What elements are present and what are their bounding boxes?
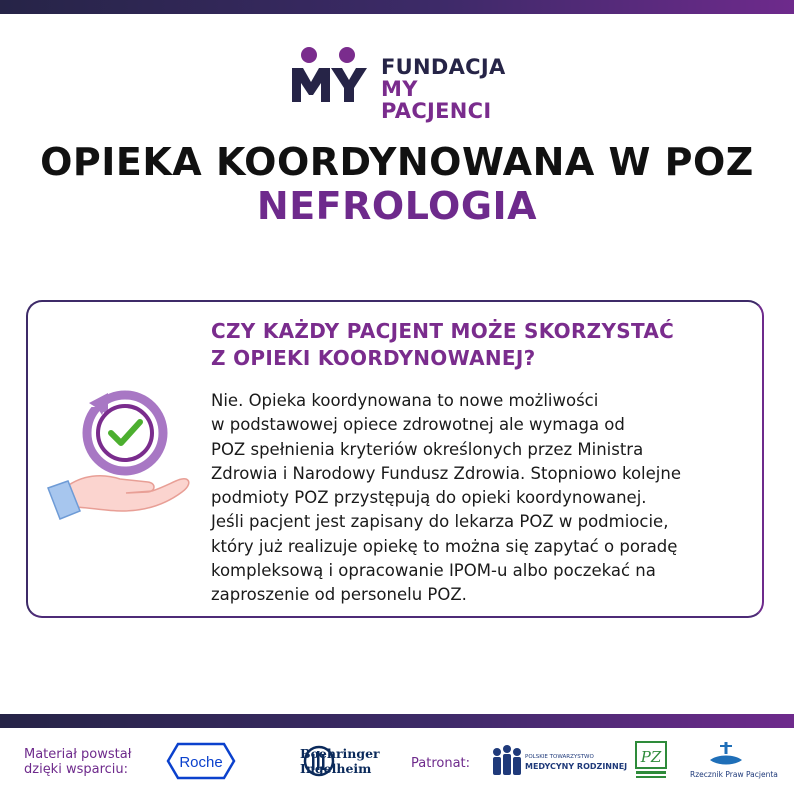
rpp-logo-icon (706, 740, 746, 770)
question-line-2: Z OPIEKI KOORDYNOWANEJ? (211, 346, 536, 370)
page-title: OPIEKA KOORDYNOWANA W POZ (40, 140, 754, 184)
ptmr-big-line: MEDYCYNY RODZINNEJ (525, 762, 628, 771)
answer-line: Jeśli pacjent jest zapisany do lekarza POZ w podmiocie, (211, 512, 669, 532)
answer-line: zaproszenie od personelu POZ. (211, 585, 467, 605)
rpp-logo-text: Rzecznik Praw Pacjenta (690, 770, 778, 779)
answer-line: który już realizuje opiekę to można się zapytać o poradę (211, 536, 678, 556)
my-logo-icon (289, 46, 371, 104)
answer-line: POZ spełnienia kryteriów określonych przez Ministra (211, 439, 644, 459)
page-subtitle: NEFROLOGIA (256, 184, 538, 228)
question-line-1: CZY KAŻDY PACJENT MOŻE SKORZYSTAĆ (211, 319, 675, 343)
hand-check-cycle-icon (42, 385, 192, 525)
support-label (24, 747, 131, 777)
ptmr-logo-icon (489, 742, 529, 782)
ptmr-small-line: POLSKIE TOWARZYSTWO (525, 754, 594, 760)
answer-line: podmioty POZ przystępują do opieki koordynowanej. (211, 488, 647, 508)
logo-text (381, 56, 529, 122)
pz-logo (634, 740, 668, 780)
support-line-1: Materiał powstał (24, 747, 132, 762)
logo-line-1: FUNDACJA (381, 55, 506, 79)
bottom-gradient-bar (0, 714, 794, 728)
bi-line-1: Boehringer (300, 746, 380, 761)
boehringer-logo-text (300, 746, 380, 776)
answer-line: Nie. Opieka koordynowana to nowe możliwości (211, 391, 599, 410)
ptmr-logo-text (525, 752, 627, 772)
logo-line-2: MY PACJENCI (381, 77, 492, 123)
bi-line-2: Ingelheim (300, 761, 372, 776)
foundation-logo (289, 46, 529, 123)
answer-line: w podstawowej opiece zdrowotnej ale wymaga od (211, 415, 625, 435)
top-gradient-bar (0, 0, 794, 14)
pz-logo-text: PZ (640, 748, 662, 766)
answer-line: kompleksową i opracowanie IPOM-u albo poczekać na (211, 561, 656, 581)
roche-logo (166, 742, 236, 780)
support-line-2: dzięki wsparciu: (24, 762, 129, 777)
faq-question (211, 318, 731, 372)
patronage-label: Patronat: (411, 756, 471, 771)
answer-line: Zdrowia i Narodowy Fundusz Zdrowia. Stopniowo kolejne (211, 463, 681, 483)
roche-logo-text: Roche (179, 754, 223, 771)
faq-answer (211, 389, 756, 608)
